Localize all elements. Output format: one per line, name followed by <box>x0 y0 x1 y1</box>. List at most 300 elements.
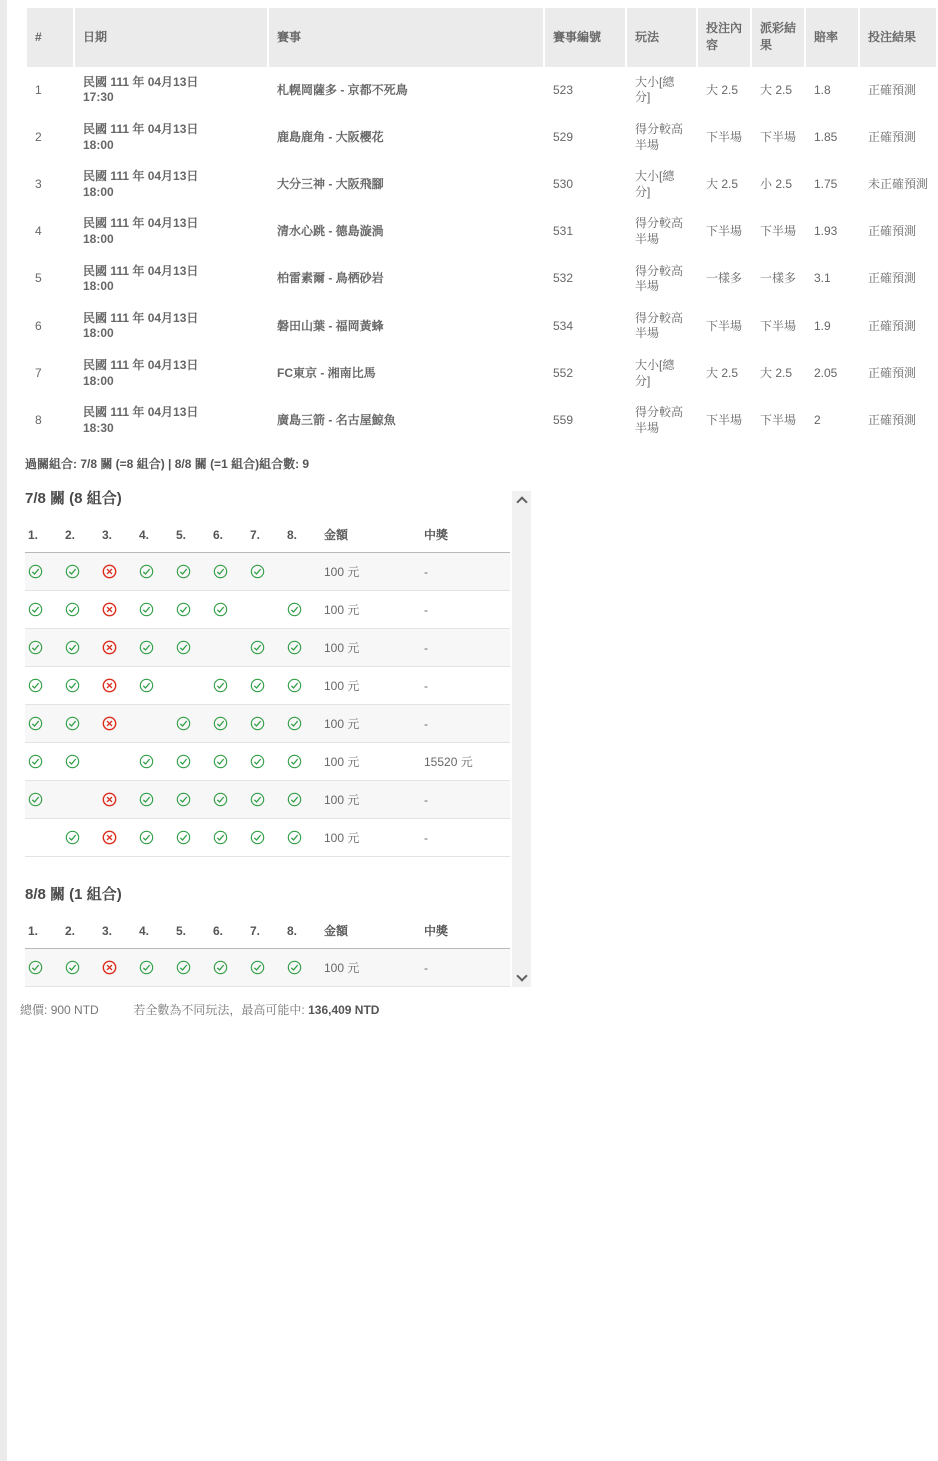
combo-column-header: 6. <box>210 520 247 553</box>
event-id: 530 <box>553 176 574 191</box>
scroll-up-button[interactable] <box>512 491 531 509</box>
combo-column-header: 中獎 <box>421 916 510 949</box>
combo-win: 15520 元 <box>421 743 510 781</box>
chevron-down-icon <box>516 970 527 981</box>
combo-mark-cell <box>210 819 247 857</box>
match-name: 廣島三箭 - 名古屋鯨魚 <box>277 412 396 427</box>
check-icon <box>287 830 302 845</box>
event-id: 534 <box>553 318 574 333</box>
match-date <box>75 67 267 114</box>
time-line: 17:30 <box>83 90 114 105</box>
combo-win: - <box>421 949 510 987</box>
combo-mark-cell <box>25 667 62 705</box>
match-date <box>75 256 267 303</box>
combo-mark-cell <box>210 553 247 591</box>
match-row <box>27 208 936 255</box>
bet-content: 一樣多 <box>706 271 743 286</box>
check-icon <box>28 640 43 655</box>
combo-column-header: 6. <box>210 916 247 949</box>
combo-row <box>25 949 510 987</box>
combo-mark-cell <box>25 705 62 743</box>
check-icon <box>250 564 265 579</box>
combo-mark-cell <box>247 553 284 591</box>
cross-icon <box>102 830 117 845</box>
check-icon <box>28 564 43 579</box>
play-type: 得分較高半場 <box>635 310 684 341</box>
odds: 1.75 <box>814 176 838 191</box>
check-icon <box>176 754 191 769</box>
row-number: 2 <box>35 129 42 144</box>
combo-mark-cell <box>136 743 173 781</box>
combo-mark-cell <box>247 667 284 705</box>
check-icon <box>213 602 228 617</box>
combo-win: - <box>421 819 510 857</box>
total-price-label: 總價: <box>20 1003 48 1018</box>
combo-mark-cell <box>136 781 173 819</box>
combo-mark-cell <box>62 949 99 987</box>
time-line: 18:00 <box>83 137 114 152</box>
combo-row <box>25 629 510 667</box>
combo-column-header: 3. <box>99 520 136 553</box>
combo-column-header: 5. <box>173 916 210 949</box>
check-icon <box>176 564 191 579</box>
check-icon <box>65 678 80 693</box>
combo-mark-cell <box>99 591 136 629</box>
combo-mark-cell <box>284 819 321 857</box>
match-name: 大分三神 - 大阪飛腳 <box>277 176 384 191</box>
cross-icon <box>102 678 117 693</box>
bet-outcome: 正確預測 <box>868 318 917 333</box>
combo-mark-cell <box>62 781 99 819</box>
combo-column-header: 2. <box>62 520 99 553</box>
combo-mark-cell <box>210 743 247 781</box>
check-icon <box>139 640 154 655</box>
row-number: 3 <box>35 176 42 191</box>
check-icon <box>65 830 80 845</box>
page-scrollbar[interactable] <box>0 0 7 1461</box>
combo-column-header: 金額 <box>321 520 421 553</box>
combo-mark-cell <box>136 819 173 857</box>
combo-amount: 100 元 <box>321 819 421 857</box>
combo-mark-cell <box>173 781 210 819</box>
combo-mark-cell <box>136 667 173 705</box>
odds: 2.05 <box>814 365 838 380</box>
payout-result: 小 2.5 <box>760 176 793 191</box>
combo-mark-cell <box>99 819 136 857</box>
bet-outcome: 未正確預測 <box>868 176 929 191</box>
date-line: 民國 111 年 04月13日 <box>83 74 199 89</box>
match-name: 鹿島鹿角 - 大阪櫻花 <box>277 129 384 144</box>
event-id: 559 <box>553 412 574 427</box>
combo-mark-cell <box>173 743 210 781</box>
combo-mark-cell <box>62 667 99 705</box>
combo-row <box>25 819 510 857</box>
combo-mark-cell <box>25 553 62 591</box>
combo-column-header: 金額 <box>321 916 421 949</box>
check-icon <box>213 754 228 769</box>
check-icon <box>213 716 228 731</box>
column-header: 賽事 <box>269 8 543 67</box>
max-win-label: 若全數為不同玩法，最高可能中: <box>133 1003 305 1018</box>
totals-bar <box>20 1001 806 1018</box>
combo-column-header: 8. <box>284 916 321 949</box>
row-number: 4 <box>35 224 42 239</box>
row-number: 8 <box>35 412 42 427</box>
combo-mark-cell <box>62 743 99 781</box>
cross-icon <box>102 960 117 975</box>
combo-column-header: 1. <box>25 916 62 949</box>
combo-mark-cell <box>62 705 99 743</box>
combo-mark-cell <box>25 591 62 629</box>
combo-amount: 100 元 <box>321 781 421 819</box>
check-icon <box>65 960 80 975</box>
check-icon <box>250 716 265 731</box>
cross-icon <box>102 792 117 807</box>
combo-mark-cell <box>247 743 284 781</box>
combo-amount: 100 元 <box>321 949 421 987</box>
check-icon <box>250 640 265 655</box>
match-date <box>75 397 267 444</box>
combo-mark-cell <box>25 819 62 857</box>
combo-mark-cell <box>173 949 210 987</box>
match-date <box>75 161 267 208</box>
check-icon <box>28 792 43 807</box>
date-line: 民國 111 年 04月13日 <box>83 357 199 372</box>
combo-mark-cell <box>25 949 62 987</box>
combo-mark-cell <box>136 705 173 743</box>
combo-mark-cell <box>210 591 247 629</box>
combo-mark-cell <box>99 629 136 667</box>
combo-mark-cell <box>173 591 210 629</box>
combo-mark-cell <box>99 705 136 743</box>
check-icon <box>250 754 265 769</box>
combo-mark-cell <box>173 705 210 743</box>
bet-outcome: 正確預測 <box>868 129 917 144</box>
check-icon <box>139 602 154 617</box>
match-row <box>27 161 936 208</box>
match-date <box>75 208 267 255</box>
play-type: 得分較高半場 <box>635 405 684 435</box>
combo-mark-cell <box>62 629 99 667</box>
match-date <box>75 114 267 161</box>
combo-amount: 100 元 <box>321 591 421 629</box>
max-win-value: 136,409 NTD <box>308 1003 380 1018</box>
check-icon <box>176 792 191 807</box>
combo-mark-cell <box>284 667 321 705</box>
combo-mark-cell <box>173 819 210 857</box>
cross-icon <box>102 640 117 655</box>
check-icon <box>287 602 302 617</box>
check-icon <box>65 602 80 617</box>
event-id: 523 <box>553 82 574 97</box>
combo-column-header: 8. <box>284 520 321 553</box>
date-line: 民國 111 年 04月13日 <box>83 169 199 184</box>
row-number: 5 <box>35 271 42 286</box>
event-id: 529 <box>553 129 574 144</box>
combo-column-header: 7. <box>247 916 284 949</box>
combo-column-header: 4. <box>136 520 173 553</box>
combo-column-header: 5. <box>173 520 210 553</box>
combo-mark-cell <box>247 629 284 667</box>
payout-result: 大 2.5 <box>760 82 793 97</box>
combo-mark-cell <box>284 705 321 743</box>
combo-header-row <box>25 520 510 553</box>
event-id: 532 <box>553 271 574 286</box>
combo-mark-cell <box>62 591 99 629</box>
match-row <box>27 114 936 161</box>
combo-mark-cell <box>284 743 321 781</box>
combo-mark-cell <box>247 819 284 857</box>
play-type: 得分較高半場 <box>635 216 684 246</box>
combo-mark-cell <box>99 781 136 819</box>
combo-summary: 過關組合: 7/8 關 (=8 組合) | 8/8 關 (=1 組合)組合數: 9 <box>25 457 310 472</box>
combo-amount: 100 元 <box>321 743 421 781</box>
match-date <box>75 350 267 397</box>
combo-header-row <box>25 916 510 949</box>
combo-mark-cell <box>136 553 173 591</box>
combo-row <box>25 667 510 705</box>
combo-column-header: 7. <box>247 520 284 553</box>
cross-icon <box>102 716 117 731</box>
column-header: 玩法 <box>627 8 696 67</box>
combo-mark-cell <box>284 949 321 987</box>
bet-content: 大 2.5 <box>706 365 739 380</box>
check-icon <box>213 564 228 579</box>
combo-mark-cell <box>99 743 136 781</box>
combo-row <box>25 553 510 591</box>
match-row <box>27 67 936 114</box>
combinations-table <box>25 916 510 987</box>
check-icon <box>65 640 80 655</box>
bet-outcome: 正確預測 <box>868 412 917 427</box>
payout-result: 下半場 <box>760 224 797 239</box>
combo-mark-cell <box>62 553 99 591</box>
bet-outcome: 正確預測 <box>868 271 917 286</box>
section-title: 8/8 關 (1 組合) <box>25 886 122 904</box>
payout-result: 下半場 <box>760 318 797 333</box>
play-type: 大小[總分] <box>635 357 675 388</box>
bet-outcome: 正確預測 <box>868 224 917 239</box>
check-icon <box>65 716 80 731</box>
bet-content: 大 2.5 <box>706 176 739 191</box>
time-line: 18:00 <box>83 373 114 388</box>
check-icon <box>250 792 265 807</box>
combo-row <box>25 591 510 629</box>
payout-result: 一樣多 <box>760 271 797 286</box>
combo-row <box>25 781 510 819</box>
combo-column-header: 2. <box>62 916 99 949</box>
combo-mark-cell <box>136 949 173 987</box>
event-id: 552 <box>553 365 574 380</box>
play-type: 得分較高半場 <box>635 263 684 294</box>
check-icon <box>176 960 191 975</box>
combo-mark-cell <box>99 553 136 591</box>
match-name: 札幌岡薩多 - 京都不死鳥 <box>277 82 408 97</box>
check-icon <box>287 640 302 655</box>
time-line: 18:00 <box>83 326 114 341</box>
check-icon <box>176 640 191 655</box>
odds: 1.9 <box>814 318 831 333</box>
panel-scrollbar[interactable] <box>512 491 531 987</box>
payout-result: 下半場 <box>760 129 797 144</box>
odds: 1.93 <box>814 224 838 239</box>
combo-mark-cell <box>284 781 321 819</box>
bet-content: 大 2.5 <box>706 82 739 97</box>
combo-mark-cell <box>247 591 284 629</box>
payout-result: 下半場 <box>760 412 797 427</box>
combo-win: - <box>421 667 510 705</box>
check-icon <box>287 716 302 731</box>
combo-column-header: 4. <box>136 916 173 949</box>
check-icon <box>28 716 43 731</box>
combo-mark-cell <box>284 591 321 629</box>
combo-mark-cell <box>247 781 284 819</box>
combo-mark-cell <box>210 949 247 987</box>
date-line: 民國 111 年 04月13日 <box>83 405 199 420</box>
combo-mark-cell <box>25 629 62 667</box>
payout-result: 大 2.5 <box>760 365 793 380</box>
cross-icon <box>102 564 117 579</box>
combo-win: - <box>421 629 510 667</box>
odds: 2 <box>814 412 821 427</box>
time-line: 18:00 <box>83 231 114 246</box>
combo-mark-cell <box>173 667 210 705</box>
match-row <box>27 397 936 444</box>
check-icon <box>287 792 302 807</box>
odds: 1.8 <box>814 82 831 97</box>
row-number: 6 <box>35 318 42 333</box>
combo-mark-cell <box>210 705 247 743</box>
event-id: 531 <box>553 224 574 239</box>
check-icon <box>213 678 228 693</box>
check-icon <box>250 830 265 845</box>
check-icon <box>139 564 154 579</box>
chevron-up-icon <box>516 496 527 507</box>
bets-table <box>25 8 938 444</box>
combo-amount: 100 元 <box>321 553 421 591</box>
check-icon <box>65 754 80 769</box>
check-icon <box>139 830 154 845</box>
time-line: 18:00 <box>83 279 114 294</box>
combo-mark-cell <box>210 667 247 705</box>
date-line: 民國 111 年 04月13日 <box>83 121 199 136</box>
combo-mark-cell <box>247 705 284 743</box>
combo-mark-cell <box>136 591 173 629</box>
section-title: 7/8 關 (8 組合) <box>25 490 122 508</box>
bet-outcome: 正確預測 <box>868 365 917 380</box>
combo-mark-cell <box>25 781 62 819</box>
check-icon <box>250 678 265 693</box>
combo-mark-cell <box>173 553 210 591</box>
match-name: 柏雷素爾 - 鳥栖砂岩 <box>277 271 384 286</box>
time-line: 18:00 <box>83 184 114 199</box>
column-header: 賠率 <box>806 8 858 67</box>
check-icon <box>213 792 228 807</box>
match-name: 清水心跳 - 德島漩渦 <box>277 224 384 239</box>
row-number: 1 <box>35 82 42 97</box>
check-icon <box>250 960 265 975</box>
column-header: # <box>27 8 73 67</box>
column-header: 投注內容 <box>698 8 750 67</box>
bet-content: 下半場 <box>706 129 743 144</box>
odds: 1.85 <box>814 129 838 144</box>
match-row <box>27 350 936 397</box>
combo-mark-cell <box>210 629 247 667</box>
combinations-panel <box>25 487 556 987</box>
combo-mark-cell <box>173 629 210 667</box>
bet-content: 下半場 <box>706 412 743 427</box>
combo-win: - <box>421 553 510 591</box>
column-header: 投注結果 <box>860 8 936 67</box>
check-icon <box>65 564 80 579</box>
match-date <box>75 303 267 350</box>
combo-win: - <box>421 705 510 743</box>
combo-row <box>25 743 510 781</box>
match-row <box>27 303 936 350</box>
scroll-down-button[interactable] <box>512 969 531 987</box>
combo-mark-cell <box>210 781 247 819</box>
check-icon <box>28 602 43 617</box>
check-icon <box>287 754 302 769</box>
column-header: 賽事編號 <box>545 8 625 67</box>
date-line: 民國 111 年 04月13日 <box>83 216 199 231</box>
check-icon <box>176 716 191 731</box>
check-icon <box>139 960 154 975</box>
check-icon <box>139 678 154 693</box>
combo-mark-cell <box>247 949 284 987</box>
bet-outcome: 正確預測 <box>868 82 917 97</box>
check-icon <box>287 960 302 975</box>
match-name: 磐田山葉 - 福岡黃蜂 <box>277 318 384 333</box>
combo-row <box>25 705 510 743</box>
play-type: 大小[總分] <box>635 74 675 105</box>
cross-icon <box>102 602 117 617</box>
odds: 3.1 <box>814 271 831 286</box>
date-line: 民國 111 年 04月13日 <box>83 263 199 278</box>
check-icon <box>213 960 228 975</box>
match-name: FC東京 - 湘南比馬 <box>277 365 376 380</box>
combo-column-header: 中獎 <box>421 520 510 553</box>
check-icon <box>287 678 302 693</box>
bet-content: 下半場 <box>706 224 743 239</box>
bets-table-header-row <box>27 8 936 67</box>
combo-win: - <box>421 591 510 629</box>
combo-mark-cell <box>284 553 321 591</box>
check-icon <box>139 792 154 807</box>
play-type: 大小[總分] <box>635 169 675 199</box>
check-icon <box>28 754 43 769</box>
combo-amount: 100 元 <box>321 667 421 705</box>
row-number: 7 <box>35 365 42 380</box>
bet-content: 下半場 <box>706 318 743 333</box>
combo-mark-cell <box>99 667 136 705</box>
combo-mark-cell <box>62 819 99 857</box>
combo-amount: 100 元 <box>321 705 421 743</box>
check-icon <box>28 960 43 975</box>
check-icon <box>139 754 154 769</box>
combo-mark-cell <box>284 629 321 667</box>
column-header: 日期 <box>75 8 267 67</box>
check-icon <box>176 602 191 617</box>
combo-mark-cell <box>99 949 136 987</box>
column-header: 派彩結果 <box>752 8 804 67</box>
combo-amount: 100 元 <box>321 629 421 667</box>
combo-mark-cell <box>25 743 62 781</box>
total-price-value: 900 NTD <box>50 1003 99 1018</box>
combinations-table <box>25 520 510 857</box>
combo-column-header: 1. <box>25 520 62 553</box>
check-icon <box>176 830 191 845</box>
